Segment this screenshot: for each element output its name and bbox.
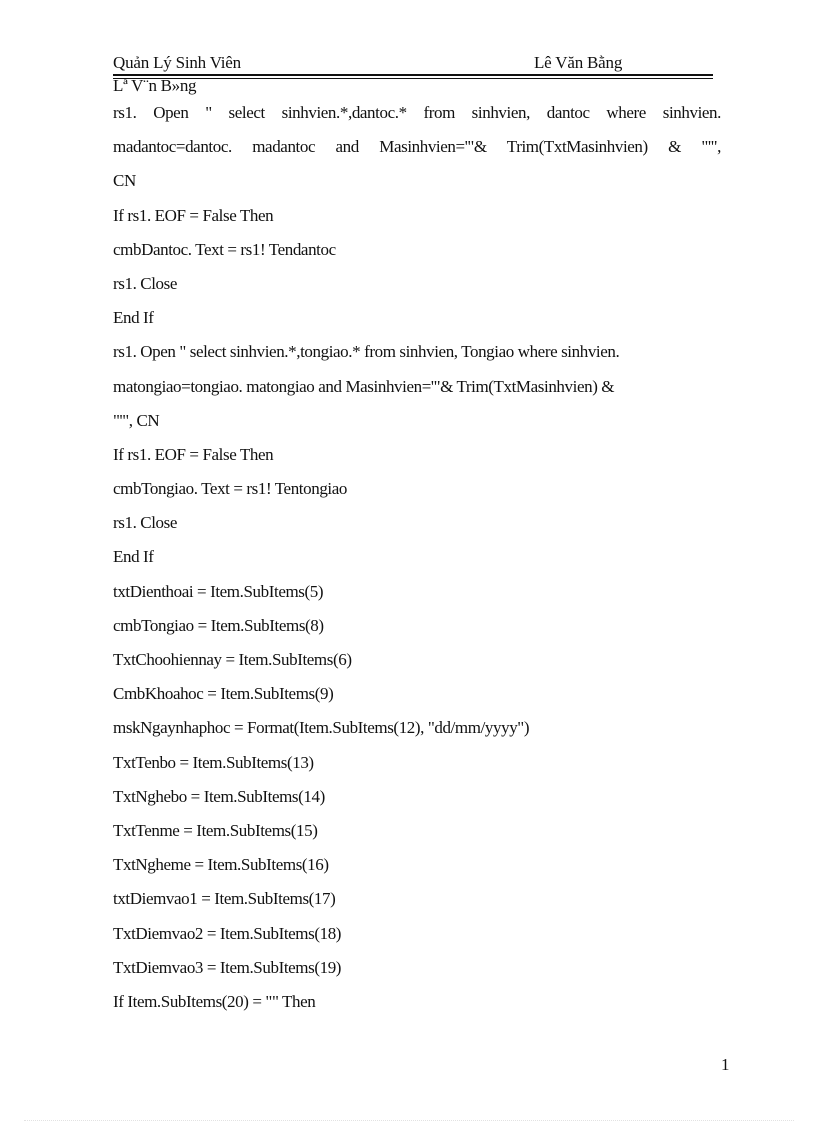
code-line: mskNgaynhaphoc = Format(Item.SubItems(12), "dd/mm/yyyy") [113,718,530,738]
header-rule-thin [113,78,713,79]
code-line: TxtNgheme = Item.SubItems(16) [113,855,329,875]
code-line: End If [113,547,154,567]
code-line: CN [113,171,136,191]
code-line: rs1. Close [113,273,178,293]
header-title: Quản Lý Sinh Viên [113,53,241,72]
code-line: If Item.SubItems(20) = "" Then [113,991,316,1011]
code-line: TxtChoohiennay = Item.SubItems(6) [113,650,352,669]
code-line: TxtDiemvao3 = Item.SubItems(19) [113,957,342,977]
code-line: cmbDantoc. Text = rs1! Tendantoc [113,239,336,259]
code-line: cmbTongiao. Text = rs1! Tentongiao [113,479,347,499]
code-line: TxtTenme = Item.SubItems(15) [113,820,318,840]
code-line: TxtNghebo = Item.SubItems(14) [113,786,325,806]
code-line: If rs1. EOF = False Then [113,444,274,464]
code-line: CmbKhoahoc = Item.SubItems(9) [113,684,334,704]
code-line: rs1. Open " select sinhvien.*,tongiao.* from sinhvien, Tongiao where sinhvien. [113,342,620,362]
header-author: Lê Văn Bằng [534,53,623,72]
code-line: txtDienthoai = Item.SubItems(5) [113,581,324,601]
code-line: "'", CN [113,410,160,430]
footer-dotted-line [24,1120,794,1121]
code-line: If rs1. EOF = False Then [113,205,274,225]
garbled-author-text: Lª V¨n B»ng [113,76,197,95]
code-line: cmbTongiao = Item.SubItems(8) [113,615,324,635]
code-line: End If [113,308,154,328]
code-line: rs1. Close [113,513,178,533]
code-line: TxtTenbo = Item.SubItems(13) [113,752,314,772]
code-line: matongiao=tongiao. matongiao and Masinhvien='"& Trim(TxtMasinhvien) & [113,376,615,396]
page-number: 1 [721,1055,730,1074]
code-line: txtDiemvao1 = Item.SubItems(17) [113,889,336,909]
code-line: TxtDiemvao2 = Item.SubItems(18) [113,923,342,943]
code-listing [113,100,721,1023]
code-line: rs1. Open " select sinhvien.*,dantoc.* from sinhvien, dantoc where sinhvien. [113,103,721,122]
code-line: madantoc=dantoc. madantoc and Masinhvien='"& Trim(TxtMasinhvien) & "'", [113,137,721,157]
header-rule-thick [113,74,713,76]
